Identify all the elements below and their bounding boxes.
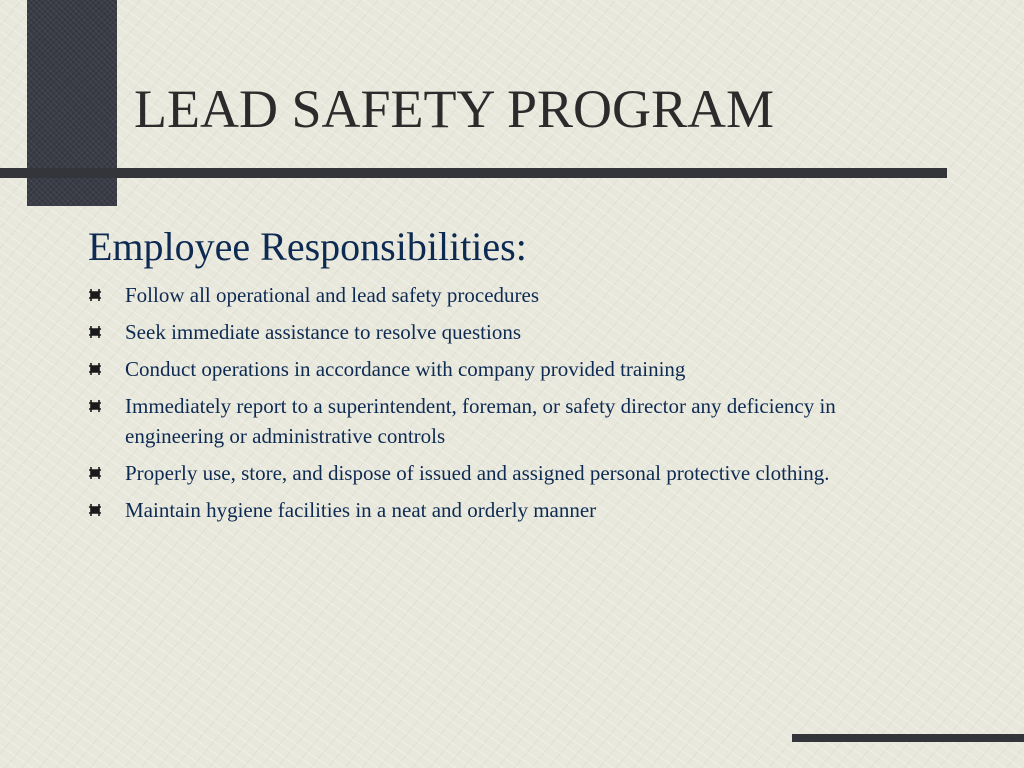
hash-square-icon [88,362,102,376]
bullet-item [88,354,908,384]
bullet-text: Immediately report to a superintendent, foreman, or safety director any deficiency in engineering or administrative controls [125,394,836,448]
bullet-item [88,495,908,525]
title-rule [0,168,947,178]
hash-square-icon [88,503,102,517]
hash-square-icon [88,466,102,480]
bullet-text: Maintain hygiene facilities in a neat and orderly manner [125,498,597,522]
bullet-text: Conduct operations in accordance with company provided training [125,357,686,381]
section-heading: Employee Responsibilities: [88,224,527,269]
slide-content [88,224,908,532]
bullet-item [88,317,908,347]
bullet-item [88,391,908,451]
bullet-text: Seek immediate assistance to resolve questions [125,320,521,344]
bottom-rule [792,734,1024,742]
slide-title: LEAD SAFETY PROGRAM [134,79,775,139]
hash-square-icon [88,399,102,413]
bullet-list [88,280,908,525]
bullet-item [88,458,908,488]
bullet-text: Follow all operational and lead safety procedures [125,283,540,307]
bullet-item [88,280,908,310]
hash-square-icon [88,288,102,302]
hash-square-icon [88,325,102,339]
bullet-text: Properly use, store, and dispose of issued and assigned personal protective clothing. [125,461,830,485]
